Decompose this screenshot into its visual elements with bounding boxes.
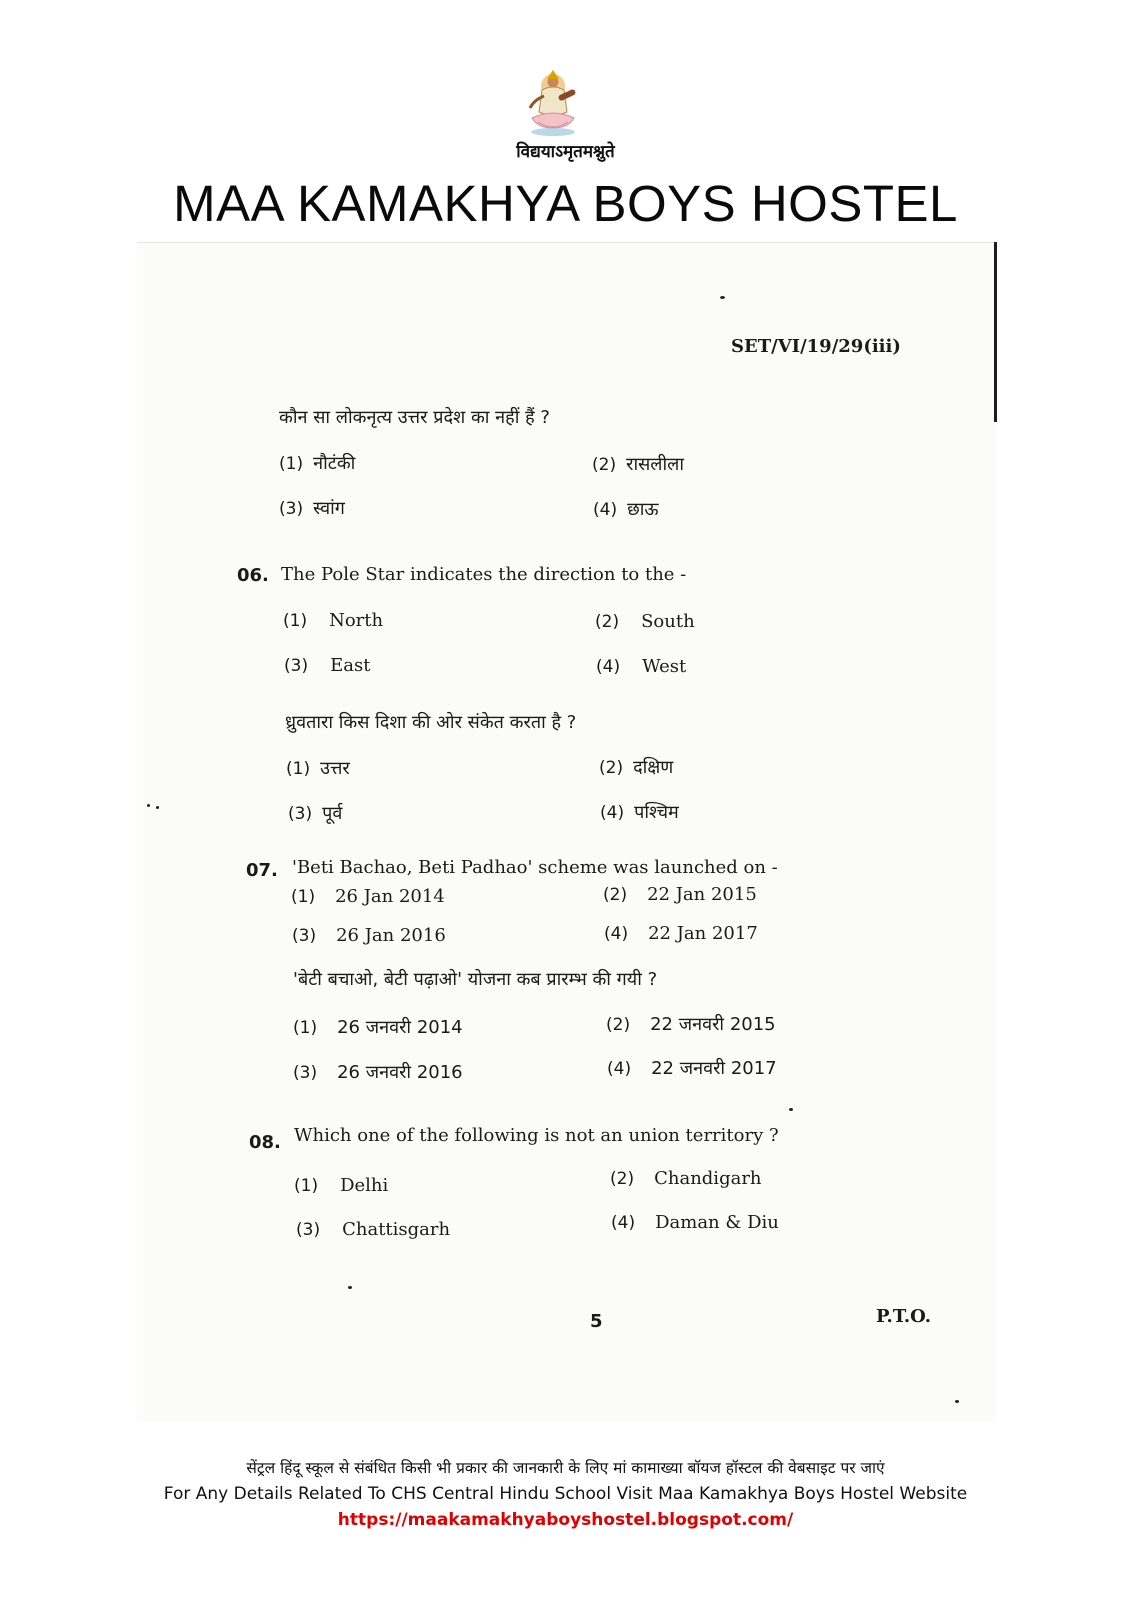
hostel-title: MAA KAMAKHYA BOYS HOSTEL (173, 175, 958, 232)
footer-english-line: For Any Details Related To CHS Central Hindu School Visit Maa Kamakhya Boys Hostel Website (163, 1484, 968, 1504)
scan-speck (789, 1108, 793, 1111)
option-item: (1) उत्तर (286, 758, 350, 779)
option-item: (2) दक्षिण (599, 757, 674, 778)
option-item: (4) छाऊ (593, 499, 659, 520)
option-item: (4) West (596, 656, 687, 677)
option-item: (3) East (284, 655, 371, 676)
page-number: 5 (590, 1311, 603, 1332)
question-hindi-text: कौन सा लोकनृत्य उत्तर प्रदेश का नहीं हैं ? (279, 407, 550, 428)
question-hindi-text: 'बेटी बचाओ, बेटी पढ़ाओ' योजना कब प्रारम्भ की गयी ? (293, 969, 658, 990)
scan-edge-top (137, 242, 995, 243)
scan-speck (147, 804, 150, 807)
option-item: (2) 22 Jan 2015 (603, 884, 757, 905)
option-item: (1) 26 Jan 2014 (291, 886, 445, 907)
option-item: (3) पूर्व (288, 803, 343, 824)
option-item: (2) South (595, 611, 695, 632)
question-text: The Pole Star indicates the direction to the - (281, 564, 687, 585)
question-text: 'Beti Bachao, Beti Padhao' scheme was launched on - (292, 857, 778, 878)
option-item: (1) Delhi (294, 1175, 389, 1196)
scan-speck (955, 1400, 959, 1403)
option-item: (4) Daman & Diu (611, 1212, 779, 1233)
question-number: 08. (249, 1132, 281, 1153)
option-item: (3) स्वांग (279, 498, 345, 519)
option-item: (1) नौटंकी (279, 453, 356, 474)
option-item: (4) पश्चिम (600, 802, 679, 823)
question-text: Which one of the following is not an union territory ? (294, 1125, 779, 1146)
option-item: (2) Chandigarh (610, 1168, 762, 1189)
motto-text: विद्ययाऽमृतमश्नुते (516, 142, 615, 162)
scan-speck (348, 1286, 352, 1289)
pto-label: P.T.O. (876, 1306, 932, 1327)
question-number: 06. (237, 565, 269, 586)
question-hindi-text: ध्रुवतारा किस दिशा की ओर संकेत करता है ? (285, 712, 577, 733)
option-item: (2) रासलीला (592, 454, 685, 475)
option-item: (1) North (283, 610, 384, 631)
footer-website-link[interactable]: https://maakamakhyaboyshostel.blogspot.com/ (337, 1510, 794, 1530)
option-item: (2) 22 जनवरी 2015 (606, 1014, 776, 1035)
scan-speck (720, 296, 725, 299)
scanned-page (137, 242, 995, 1422)
scan-speck (156, 806, 159, 809)
option-item: (3) 26 जनवरी 2016 (293, 1062, 463, 1083)
footer-hindi-line: सेंट्रल हिंदू स्कूल से संबंधित किसी भी प्रकार की जानकारी के लिए मां कामाख्या बॉयज हॉस्टल की वेबसाइट पर जाएं (246, 1459, 885, 1477)
option-item: (3) Chattisgarh (296, 1219, 451, 1240)
saraswati-logo-icon (520, 66, 586, 138)
option-item: (3) 26 Jan 2016 (292, 925, 446, 946)
set-code: SET/VI/19/29(iii) (731, 336, 901, 357)
option-item: (4) 22 Jan 2017 (604, 923, 758, 944)
option-item: (4) 22 जनवरी 2017 (607, 1058, 777, 1079)
option-item: (1) 26 जनवरी 2014 (293, 1017, 463, 1038)
scan-edge-right (994, 242, 997, 422)
question-number: 07. (246, 860, 278, 881)
